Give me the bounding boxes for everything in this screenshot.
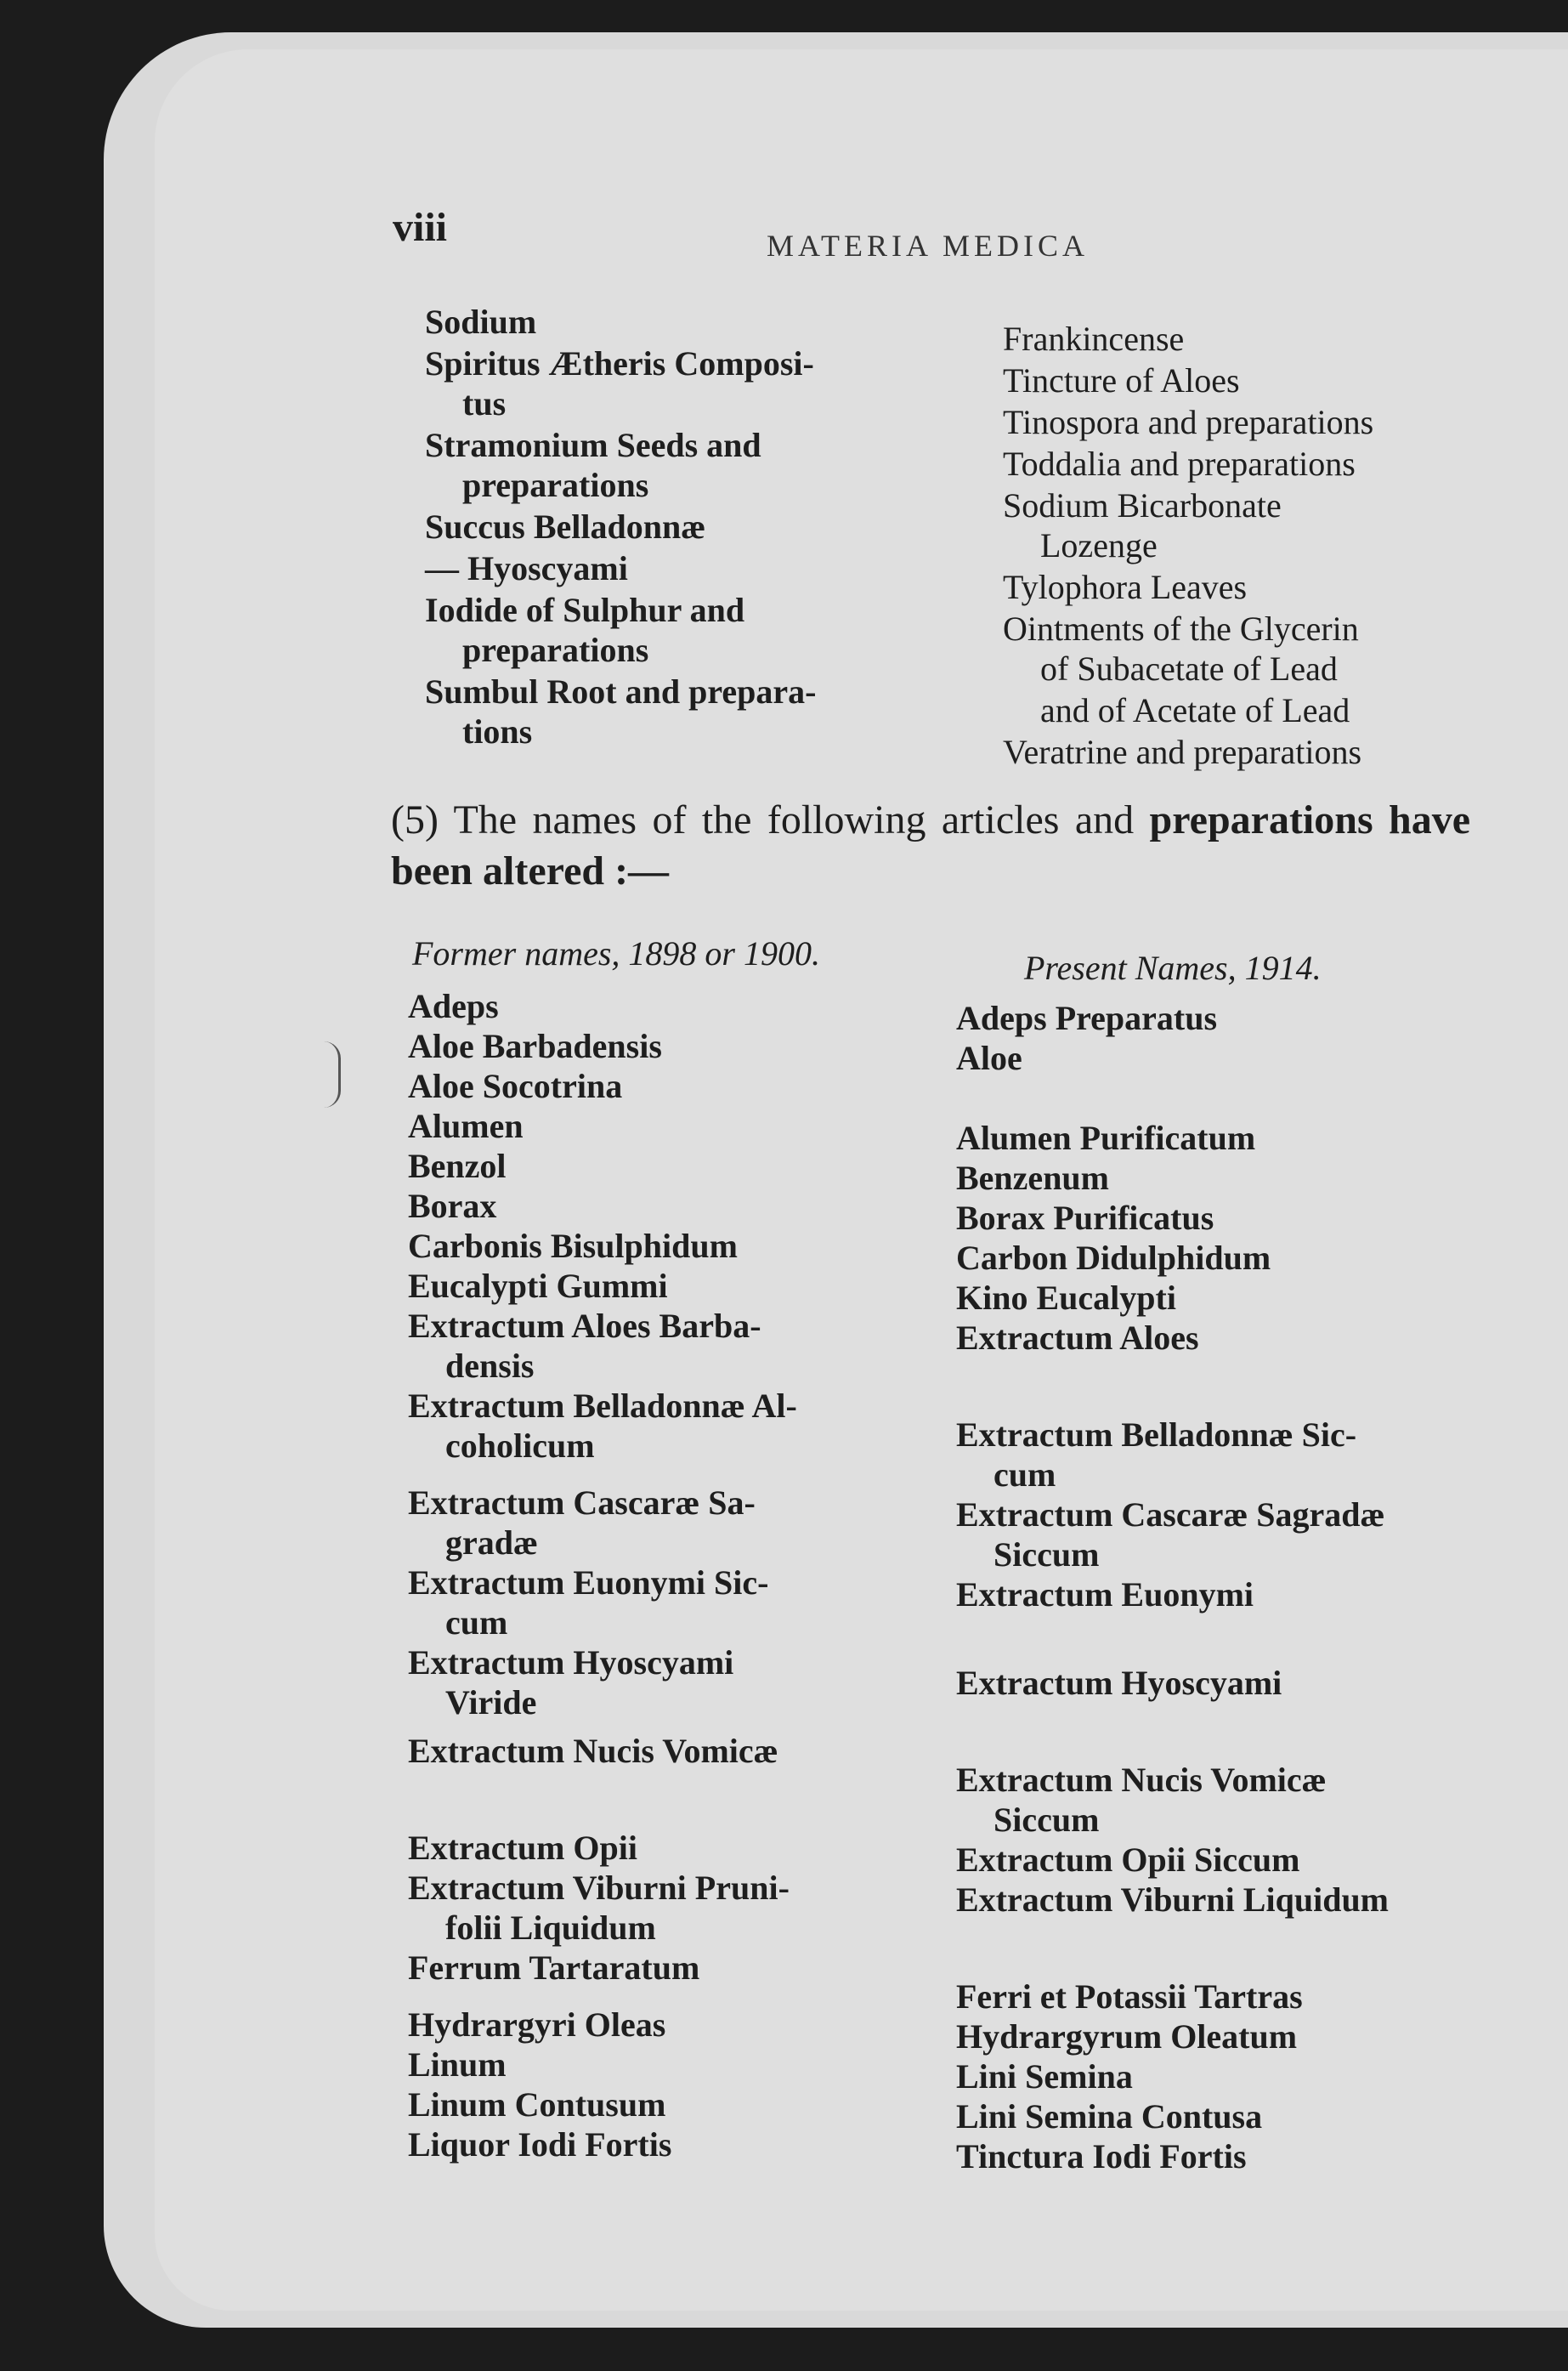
- table-row: [408, 1106, 1487, 1157]
- entry-continuation: preparations: [462, 466, 649, 504]
- list-entry: [425, 672, 909, 752]
- entry-text: Veratrine and preparations: [1003, 733, 1362, 771]
- present-name: Extractum Viburni Liquidum: [956, 1880, 1390, 1919]
- list-entry: [425, 343, 909, 423]
- table-row: [408, 986, 1487, 1037]
- former-name: Aloe Socotrina: [408, 1067, 623, 1105]
- table-row: [408, 2005, 1487, 2056]
- present-names-heading: Present Names, 1914.: [1024, 949, 1322, 987]
- former-name: Adeps: [408, 987, 499, 1025]
- table-row: [408, 1386, 1487, 1494]
- table-row: [408, 1948, 1487, 2016]
- former-name: Extractum Viburni Pruni- folii Liquidum: [408, 1869, 790, 1947]
- names-table: [408, 986, 1487, 2175]
- entry-continuation: of Subacetate of Lead: [1040, 649, 1338, 688]
- present-name: Extractum Euonymi: [956, 1575, 1254, 1614]
- entry-text: Spiritus Ætheris Composi-: [425, 344, 814, 383]
- table-row: [408, 1266, 1487, 1317]
- former-name: Alumen: [408, 1107, 524, 1145]
- entry-text: Succus Belladonnæ: [425, 508, 706, 546]
- entry-continuation: tions: [462, 712, 533, 751]
- table-row: [408, 1868, 1487, 1948]
- entry-text: Tylophora Leaves: [1003, 568, 1248, 606]
- former-name: Extractum Nucis Vomicæ: [408, 1732, 778, 1770]
- present-name: Extractum Cascaræ Sagradæ Siccum: [956, 1495, 1385, 1574]
- former-name: Linum Contusum: [408, 2085, 666, 2124]
- brace-mark: [323, 1041, 341, 1108]
- list-entry: [1003, 732, 1487, 772]
- page-header: [393, 204, 1480, 272]
- list-entry: [425, 548, 909, 588]
- former-name: Extractum Aloes Barba- densis: [408, 1307, 761, 1385]
- entry-continuation: preparations: [462, 631, 649, 669]
- table-row: [408, 1026, 1487, 1077]
- former-names-heading: Former names, 1898 or 1900.: [412, 934, 820, 973]
- table-row: [408, 1146, 1487, 1197]
- list-entry: [1003, 690, 1487, 730]
- former-name: Borax: [408, 1187, 497, 1225]
- present-name: Extractum Aloes: [956, 1319, 1199, 1357]
- former-name: Linum: [408, 2045, 507, 2084]
- table-row: [408, 1483, 1487, 1574]
- list-entry: [1003, 402, 1487, 442]
- present-name: Lini Semina: [956, 2057, 1133, 2096]
- present-name: Aloe: [956, 1039, 1022, 1077]
- section-5-paragraph: [391, 795, 1470, 897]
- entry-text: Ointments of the Glycerin: [1003, 610, 1359, 648]
- entry-text: Tinospora and preparations: [1003, 403, 1374, 441]
- table-row: [408, 2124, 1487, 2175]
- former-name: Extractum Opii: [408, 1829, 637, 1867]
- entry-text: Sodium Bicarbonate: [1003, 486, 1282, 525]
- present-name: Benzenum: [956, 1159, 1109, 1197]
- table-row: [408, 1828, 1487, 1879]
- present-name: Tinctura Iodi Fortis: [956, 2137, 1247, 2175]
- list-entry: [425, 507, 909, 547]
- list-entry: [425, 590, 909, 670]
- former-name: Extractum Euonymi Sic- cum: [408, 1563, 769, 1642]
- present-name: Adeps Preparatus: [956, 999, 1218, 1037]
- entry-text: Iodide of Sulphur and: [425, 591, 745, 629]
- former-name: Benzol: [408, 1147, 507, 1185]
- entry-continuation: Lozenge: [1040, 526, 1158, 564]
- table-row: [408, 1186, 1487, 1237]
- entry-text: Sodium: [425, 303, 537, 341]
- table-row: [408, 1226, 1487, 1277]
- present-name: Lini Semina Contusa: [956, 2097, 1263, 2136]
- present-name: Ferri et Potassii Tartras: [956, 1977, 1303, 2016]
- present-name: Extractum Hyoscyami: [956, 1664, 1282, 1702]
- list-entry: [1003, 567, 1487, 607]
- list-entry: [1003, 444, 1487, 484]
- list-entry: [1003, 609, 1487, 689]
- entry-text: — Hyoscyami: [425, 549, 628, 587]
- entry-text: Stramonium Seeds and: [425, 426, 761, 464]
- table-row: [408, 2045, 1487, 2096]
- present-name: Extractum Belladonnæ Sic- cum: [956, 1415, 1357, 1494]
- list-right-column: [1003, 319, 1487, 774]
- list-entry: [1003, 485, 1487, 565]
- former-name: Hydrargyri Oleas: [408, 2005, 666, 2044]
- list-entry: [1003, 319, 1487, 359]
- present-name: Kino Eucalypti: [956, 1279, 1176, 1317]
- former-name: Extractum Belladonnæ Al- coholicum: [408, 1387, 797, 1465]
- entry-text: Tincture of Aloes: [1003, 361, 1240, 400]
- page-number: viii: [393, 205, 448, 250]
- entry-text: Frankincense: [1003, 320, 1185, 358]
- entry-text: Sumbul Root and prepara-: [425, 672, 817, 711]
- table-row: [408, 1731, 1487, 1839]
- table-row: [408, 1563, 1487, 1642]
- entry-text: Toddalia and preparations: [1003, 445, 1356, 483]
- section-number: (5): [391, 797, 439, 842]
- entry-continuation: tus: [462, 384, 507, 423]
- present-name: Borax Purificatus: [956, 1199, 1214, 1237]
- present-name: Extractum Nucis Vomicæ Siccum: [956, 1761, 1327, 1839]
- former-name: Ferrum Tartaratum: [408, 1948, 700, 1987]
- list-entry: [425, 302, 909, 342]
- former-name: Aloe Barbadensis: [408, 1027, 662, 1065]
- list-left-column: [425, 302, 909, 753]
- table-row: [408, 1306, 1487, 1386]
- present-name: Extractum Opii Siccum: [956, 1841, 1300, 1879]
- former-name: Liquor Iodi Fortis: [408, 2125, 672, 2164]
- former-name: Carbonis Bisulphidum: [408, 1227, 738, 1265]
- table-row: [408, 1066, 1487, 1106]
- present-name: Alumen Purificatum: [956, 1119, 1256, 1157]
- section-text-a: The names of the following articles and: [453, 797, 1135, 842]
- list-entry: [1003, 360, 1487, 400]
- table-row: [408, 2085, 1487, 2136]
- list-entry: [425, 425, 909, 505]
- table-row: [408, 1642, 1487, 1731]
- present-name: Carbon Didulphidum: [956, 1239, 1271, 1277]
- running-title: MATERIA MEDICA: [767, 229, 1090, 263]
- former-name: Extractum Cascaræ Sa- gradæ: [408, 1483, 756, 1562]
- section-text-b: preparations have been altered :—: [391, 797, 1471, 893]
- former-name: Extractum Hyoscyami Viride: [408, 1643, 734, 1722]
- former-name: Eucalypti Gummi: [408, 1267, 668, 1305]
- present-name: Hydrargyrum Oleatum: [956, 2017, 1298, 2056]
- entry-continuation: and of Acetate of Lead: [1040, 691, 1350, 729]
